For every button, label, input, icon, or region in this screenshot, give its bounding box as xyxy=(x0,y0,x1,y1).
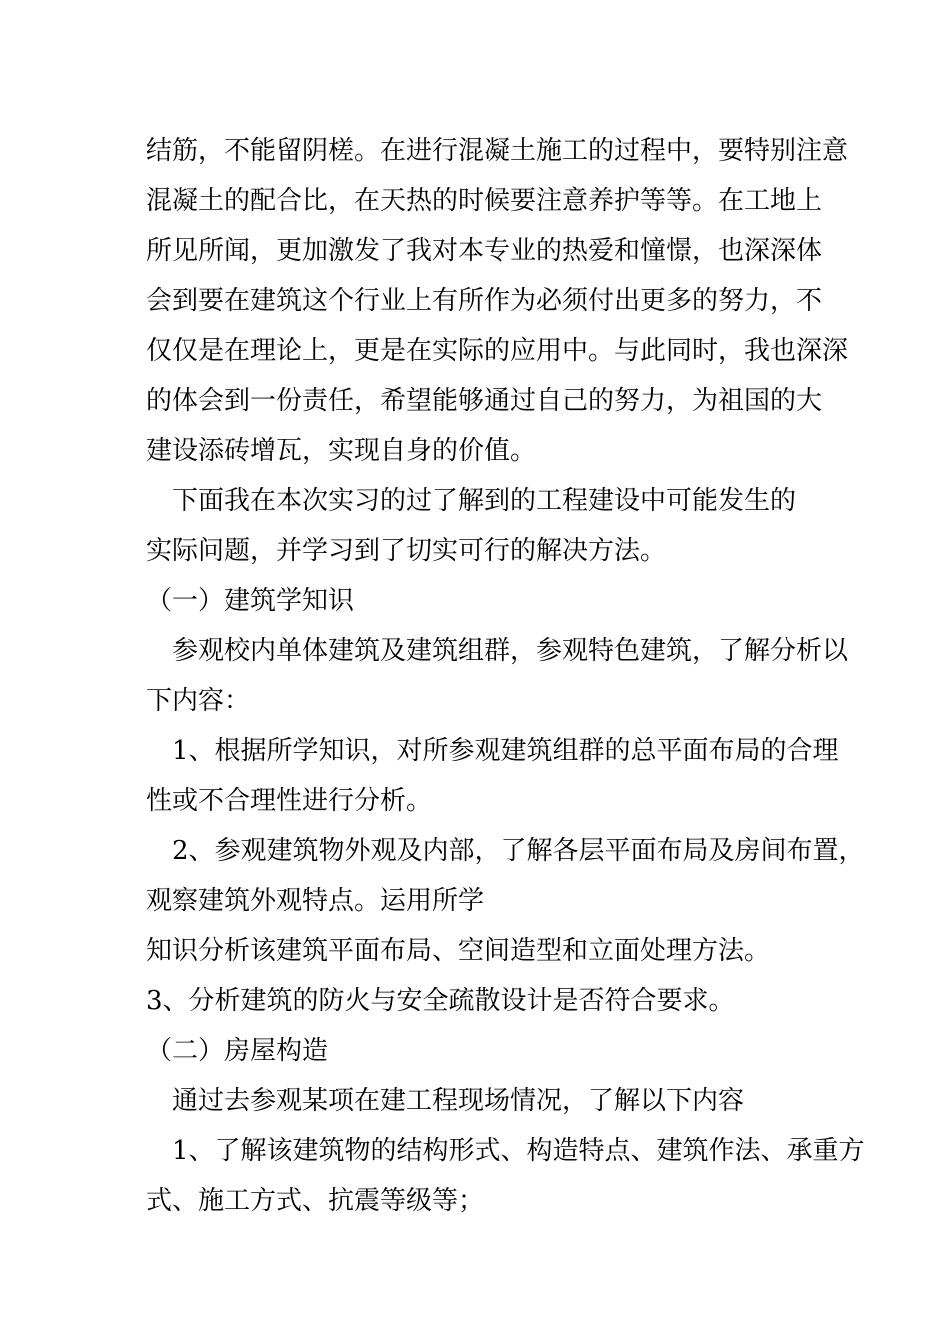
text-line: 下内容： xyxy=(146,686,251,716)
section-heading: （二）房屋构造 xyxy=(146,1036,329,1066)
body-text xyxy=(146,126,865,1226)
list-item: 1、根据所学知识，对所参观建筑组群的总平面布局的合理 xyxy=(146,736,839,766)
text-line: 的体会到一份责任，希望能够通过自己的努力，为祖国的大 xyxy=(146,386,823,416)
text-line: 混凝土的配合比，在天热的时候要注意养护等等。在工地上 xyxy=(146,186,823,216)
text-line: 知识分析该建筑平面布局、空间造型和立面处理方法。 xyxy=(146,936,771,966)
section-heading: （一）建筑学知识 xyxy=(146,586,355,616)
text-line: 通过去参观某项在建工程现场情况，了解以下内容 xyxy=(146,1086,745,1116)
text-line: 会到要在建筑这个行业上有所作为必须付出更多的努力，不 xyxy=(146,286,823,316)
text-line: 实际问题，并学习到了切实可行的解决方法。 xyxy=(146,536,667,566)
text-line: 建设添砖增瓦，实现自身的价值。 xyxy=(146,436,537,466)
list-item: 1、了解该建筑物的结构形式、构造特点、建筑作法、承重方 xyxy=(146,1136,865,1166)
text-line: 式、施工方式、抗震等级等； xyxy=(146,1186,485,1216)
text-line: 下面我在本次实习的过了解到的工程建设中可能发生的 xyxy=(146,486,797,516)
list-item: 3、分析建筑的防火与安全疏散设计是否符合要求。 xyxy=(146,986,735,1016)
text-line: 参观校内单体建筑及建筑组群，参观特色建筑，了解分析以 xyxy=(146,636,849,666)
text-line: 仅仅是在理论上，更是在实际的应用中。与此同时，我也深深 xyxy=(146,336,849,366)
list-item: 2、参观建筑物外观及内部，了解各层平面布局及房间布置， xyxy=(146,836,865,866)
text-line: 结筋，不能留阴槎。在进行混凝土施工的过程中，要特别注意 xyxy=(146,136,849,166)
text-line: 所见所闻，更加激发了我对本专业的热爱和憧憬，也深深体 xyxy=(146,236,823,266)
text-line: 性或不合理性进行分析。 xyxy=(146,786,433,816)
text-line: 观察建筑外观特点。运用所学 xyxy=(146,886,485,916)
